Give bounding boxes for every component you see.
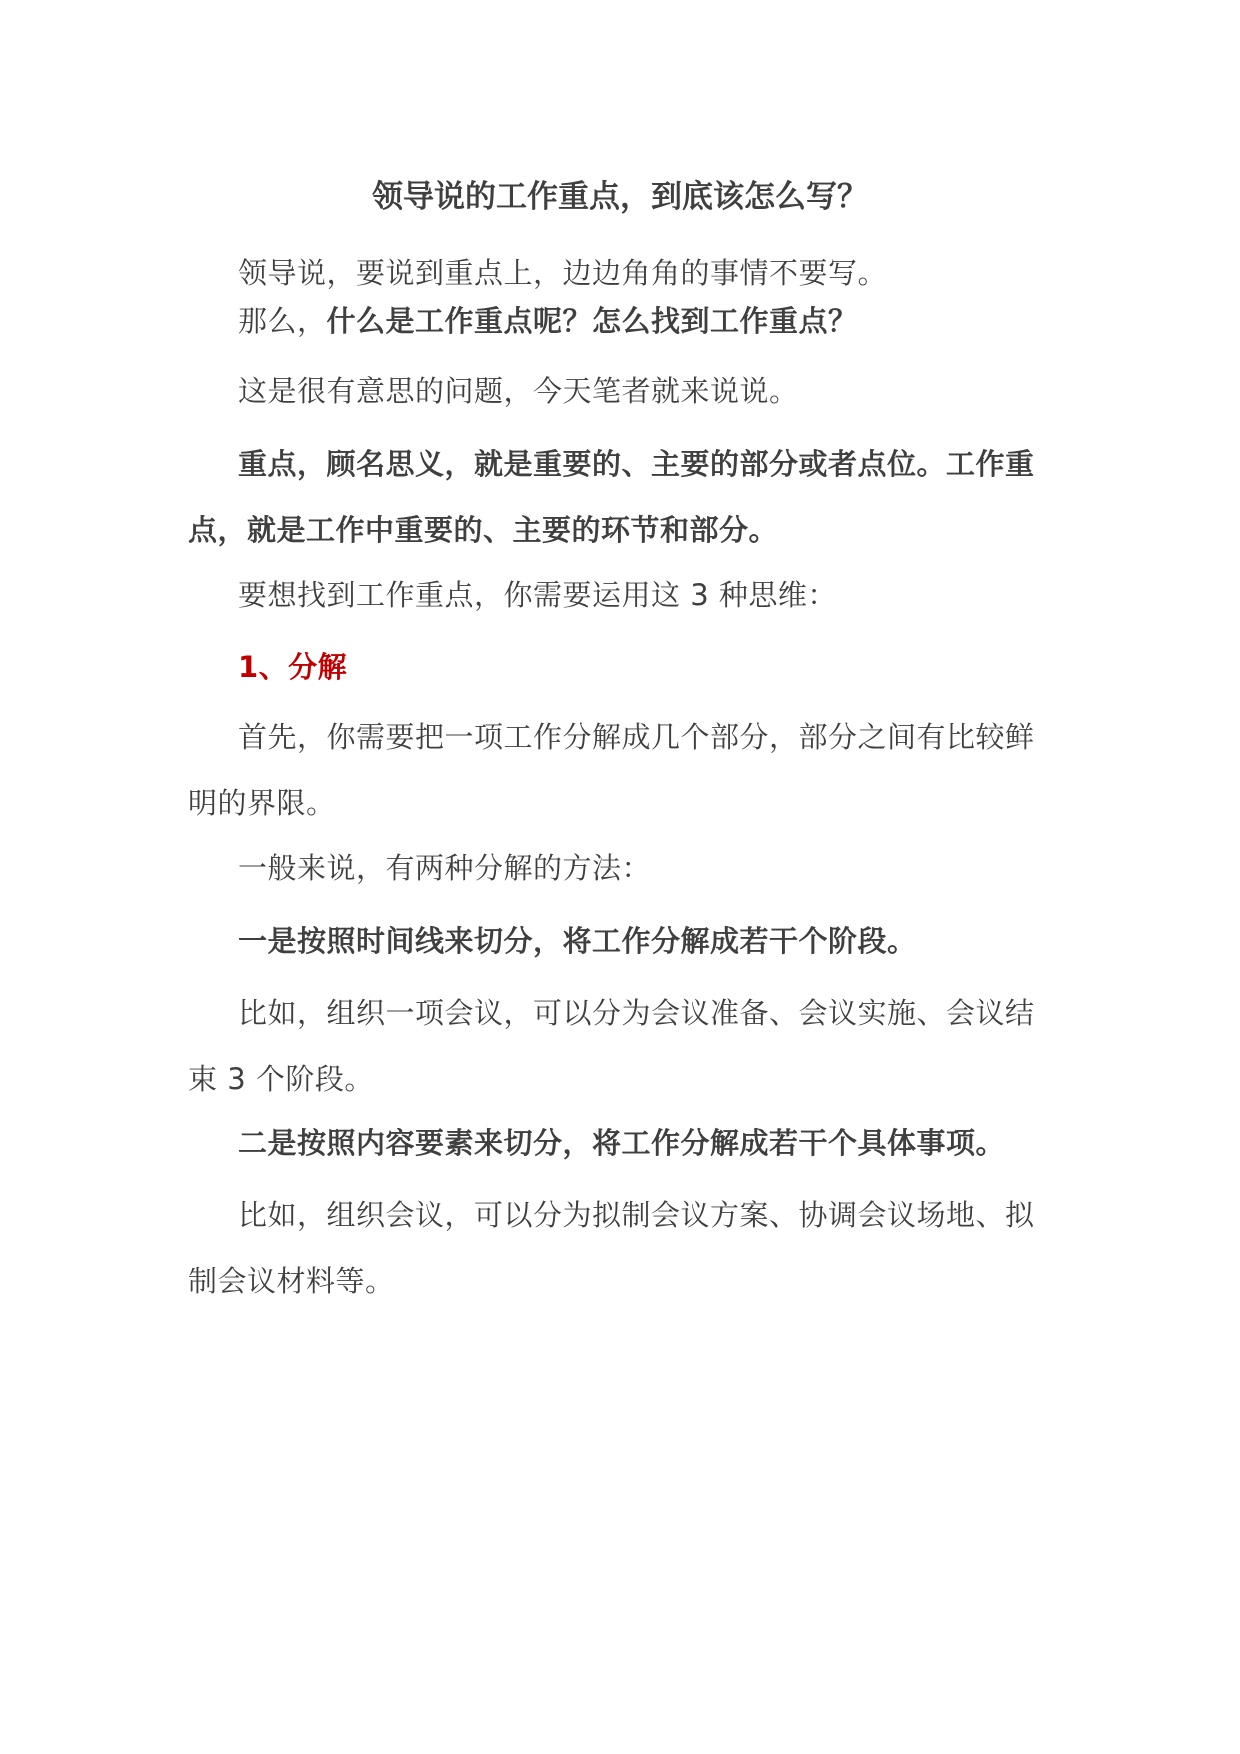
paragraph-method-one: 一是按照时间线来切分，将工作分解成若干个阶段。 <box>238 924 917 958</box>
paragraph-two-methods: 一般来说，有两种分解的方法： <box>238 851 652 885</box>
paragraph-topic: 这是很有意思的问题，今天笔者就来说说。 <box>238 374 799 408</box>
paragraph-definition: 重点，顾名思义，就是重要的、主要的部分或者点位。工作重点，就是工作中重要的、主要的环节和部分。 <box>188 447 1035 547</box>
paragraph-question-bold: 什么是工作重点呢？怎么找到工作重点？ <box>326 304 858 338</box>
section-heading-decompose: 1、分解 <box>238 650 348 684</box>
paragraph-question <box>188 288 1052 354</box>
paragraph-example-two: 比如，组织会议，可以分为拟制会议方案、协调会议场地、拟制会议材料等。 <box>188 1198 1035 1298</box>
paragraph-intro: 领导说，要说到重点上，边边角角的事情不要写。 <box>238 256 888 290</box>
paragraph-question-lead: 那么， <box>238 304 327 338</box>
document-title: 领导说的工作重点，到底该怎么写？ <box>372 179 868 215</box>
paragraph-method-two: 二是按照内容要素来切分，将工作分解成若干个具体事项。 <box>238 1126 1006 1160</box>
paragraph-decompose: 首先，你需要把一项工作分解成几个部分，部分之间有比较鲜明的界限。 <box>188 720 1035 820</box>
paragraph-example-one: 比如，组织一项会议，可以分为会议准备、会议实施、会议结束 3 个阶段。 <box>188 996 1035 1096</box>
paragraph-three-thoughts: 要想找到工作重点，你需要运用这 3 种思维： <box>238 578 837 612</box>
